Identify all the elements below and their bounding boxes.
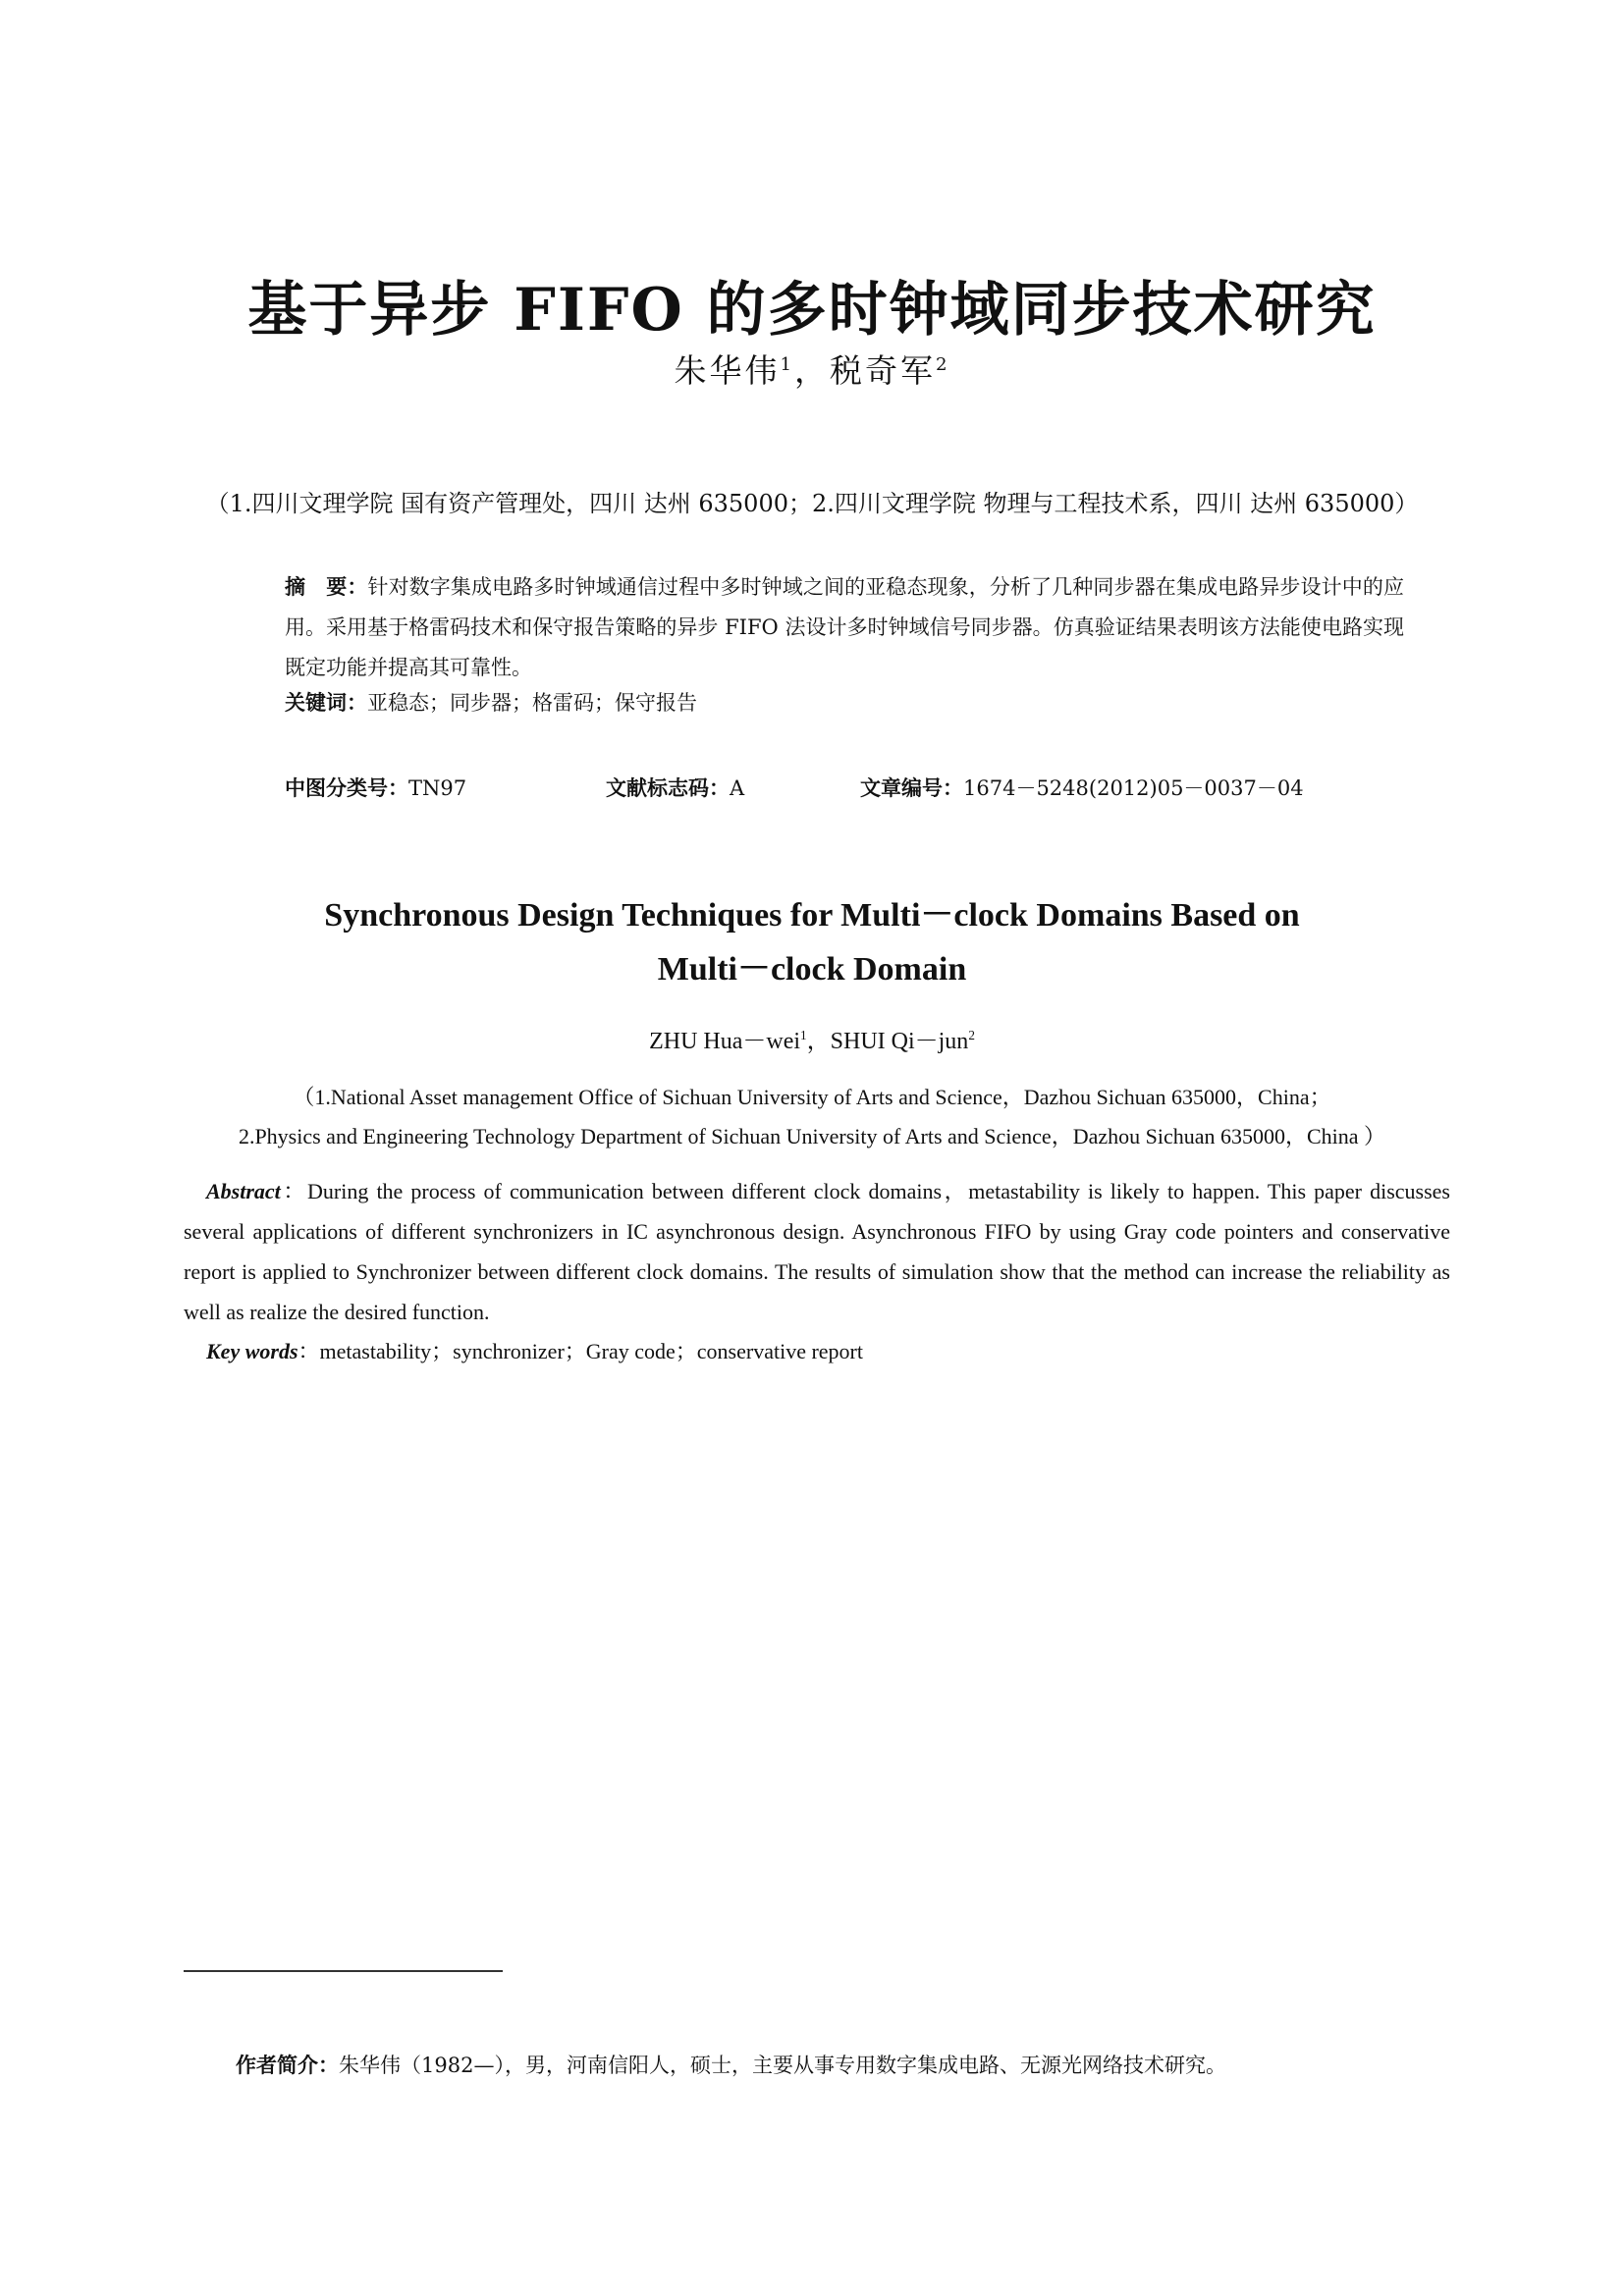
chinese-keywords-text: 亚稳态；同步器；格雷码；保守报告 [367, 691, 697, 715]
article-number [860, 773, 1304, 802]
english-affiliation [0, 1078, 1624, 1156]
author-2-marker: 2 [936, 354, 950, 375]
english-title [0, 888, 1624, 996]
english-keywords-text: metastability；synchronizer；Gray code；conservative report [319, 1339, 863, 1363]
author-1-name: 朱华伟 [674, 351, 781, 390]
article-number-label: 文章编号： [860, 776, 963, 800]
english-abstract-colon: ： [280, 1179, 308, 1203]
english-affiliation-line-2: 2.Physics and Engineering Technology Department of Sichuan University of Arts and Science，Dazhou Sichuan 635000，China ） [238, 1124, 1386, 1148]
english-author-1: ZHU Hua－wei [649, 1029, 801, 1054]
english-authors [0, 1021, 1624, 1055]
author-bio-text: 朱华伟（1982—），男，河南信阳人，硕士，主要从事专用数字集成电路、无源光网络技术研究。 [339, 2054, 1226, 2077]
chinese-keywords [285, 687, 697, 717]
chinese-keywords-label: 关键词： [285, 691, 367, 715]
english-keywords-colon: ： [298, 1339, 320, 1363]
chinese-authors [0, 346, 1624, 392]
document-code-value: A [730, 776, 745, 800]
document-code-label: 文献标志码： [606, 776, 730, 800]
english-title-line-1: Synchronous Design Techniques for Multi－clock Domains Based on [324, 897, 1300, 934]
author-bio-footnote [236, 2050, 1226, 2079]
chinese-abstract-text: 针对数字集成电路多时钟域通信过程中多时钟域之间的亚稳态现象，分析了几种同步器在集成电路异步设计中的应用。采用基于格雷码技术和保守报告策略的异步 FIFO 法设计多时钟域信号同步器。仿真验证结果表明该方法能使电路实现既定功能并提高其可靠性。 [285, 575, 1404, 679]
english-abstract [184, 1171, 1450, 1332]
english-author-1-marker: 1 [800, 1028, 807, 1042]
english-affiliation-line-1: （1.National Asset management Office of Sichuan University of Arts and Science，Dazhou Sichuan 635000，China； [293, 1085, 1331, 1109]
english-author-separator: ， [806, 1029, 831, 1054]
chinese-abstract [285, 567, 1404, 688]
english-abstract-text: During the process of communication between different clock domains，metastability is likely to happen. This paper discusses several applications of different synchronizers in IC asynchronous design. Asynchronous FIFO by using Gray code pointers and conservative report is applied to Synchronizer between different clock domains. The results of simulation show that the method can increase the reliability as well as realize the desired function. [184, 1179, 1450, 1324]
english-title-line-2: Multi－clock Domain [657, 951, 967, 988]
author-bio-label: 作者简介： [236, 2054, 339, 2077]
english-keywords [206, 1335, 863, 1365]
footnote-divider [184, 1970, 503, 1972]
author-1-marker: 1 [780, 354, 794, 375]
english-keywords-label: Key words [206, 1339, 298, 1363]
english-abstract-label: Abstract [206, 1179, 281, 1203]
chinese-title: 基于异步 FIFO 的多时钟域同步技术研究 [247, 276, 1377, 345]
clc-label: 中图分类号： [285, 776, 408, 800]
author-separator: ， [794, 351, 830, 390]
chinese-abstract-label: 摘 要： [285, 575, 368, 599]
chinese-affiliation: （1.四川文理学院 国有资产管理处，四川 达州 635000；2.四川文理学院 物理与工程技术系，四川 达州 635000） [205, 490, 1419, 517]
document-code [606, 773, 744, 802]
author-2-name: 税奇军 [830, 351, 936, 390]
english-author-2-marker: 2 [968, 1028, 975, 1042]
clc-number [285, 773, 466, 802]
clc-value: TN97 [408, 776, 467, 800]
article-number-value: 1674－5248(2012)05－0037－04 [963, 776, 1304, 800]
english-author-2: SHUI Qi－jun [830, 1029, 969, 1054]
